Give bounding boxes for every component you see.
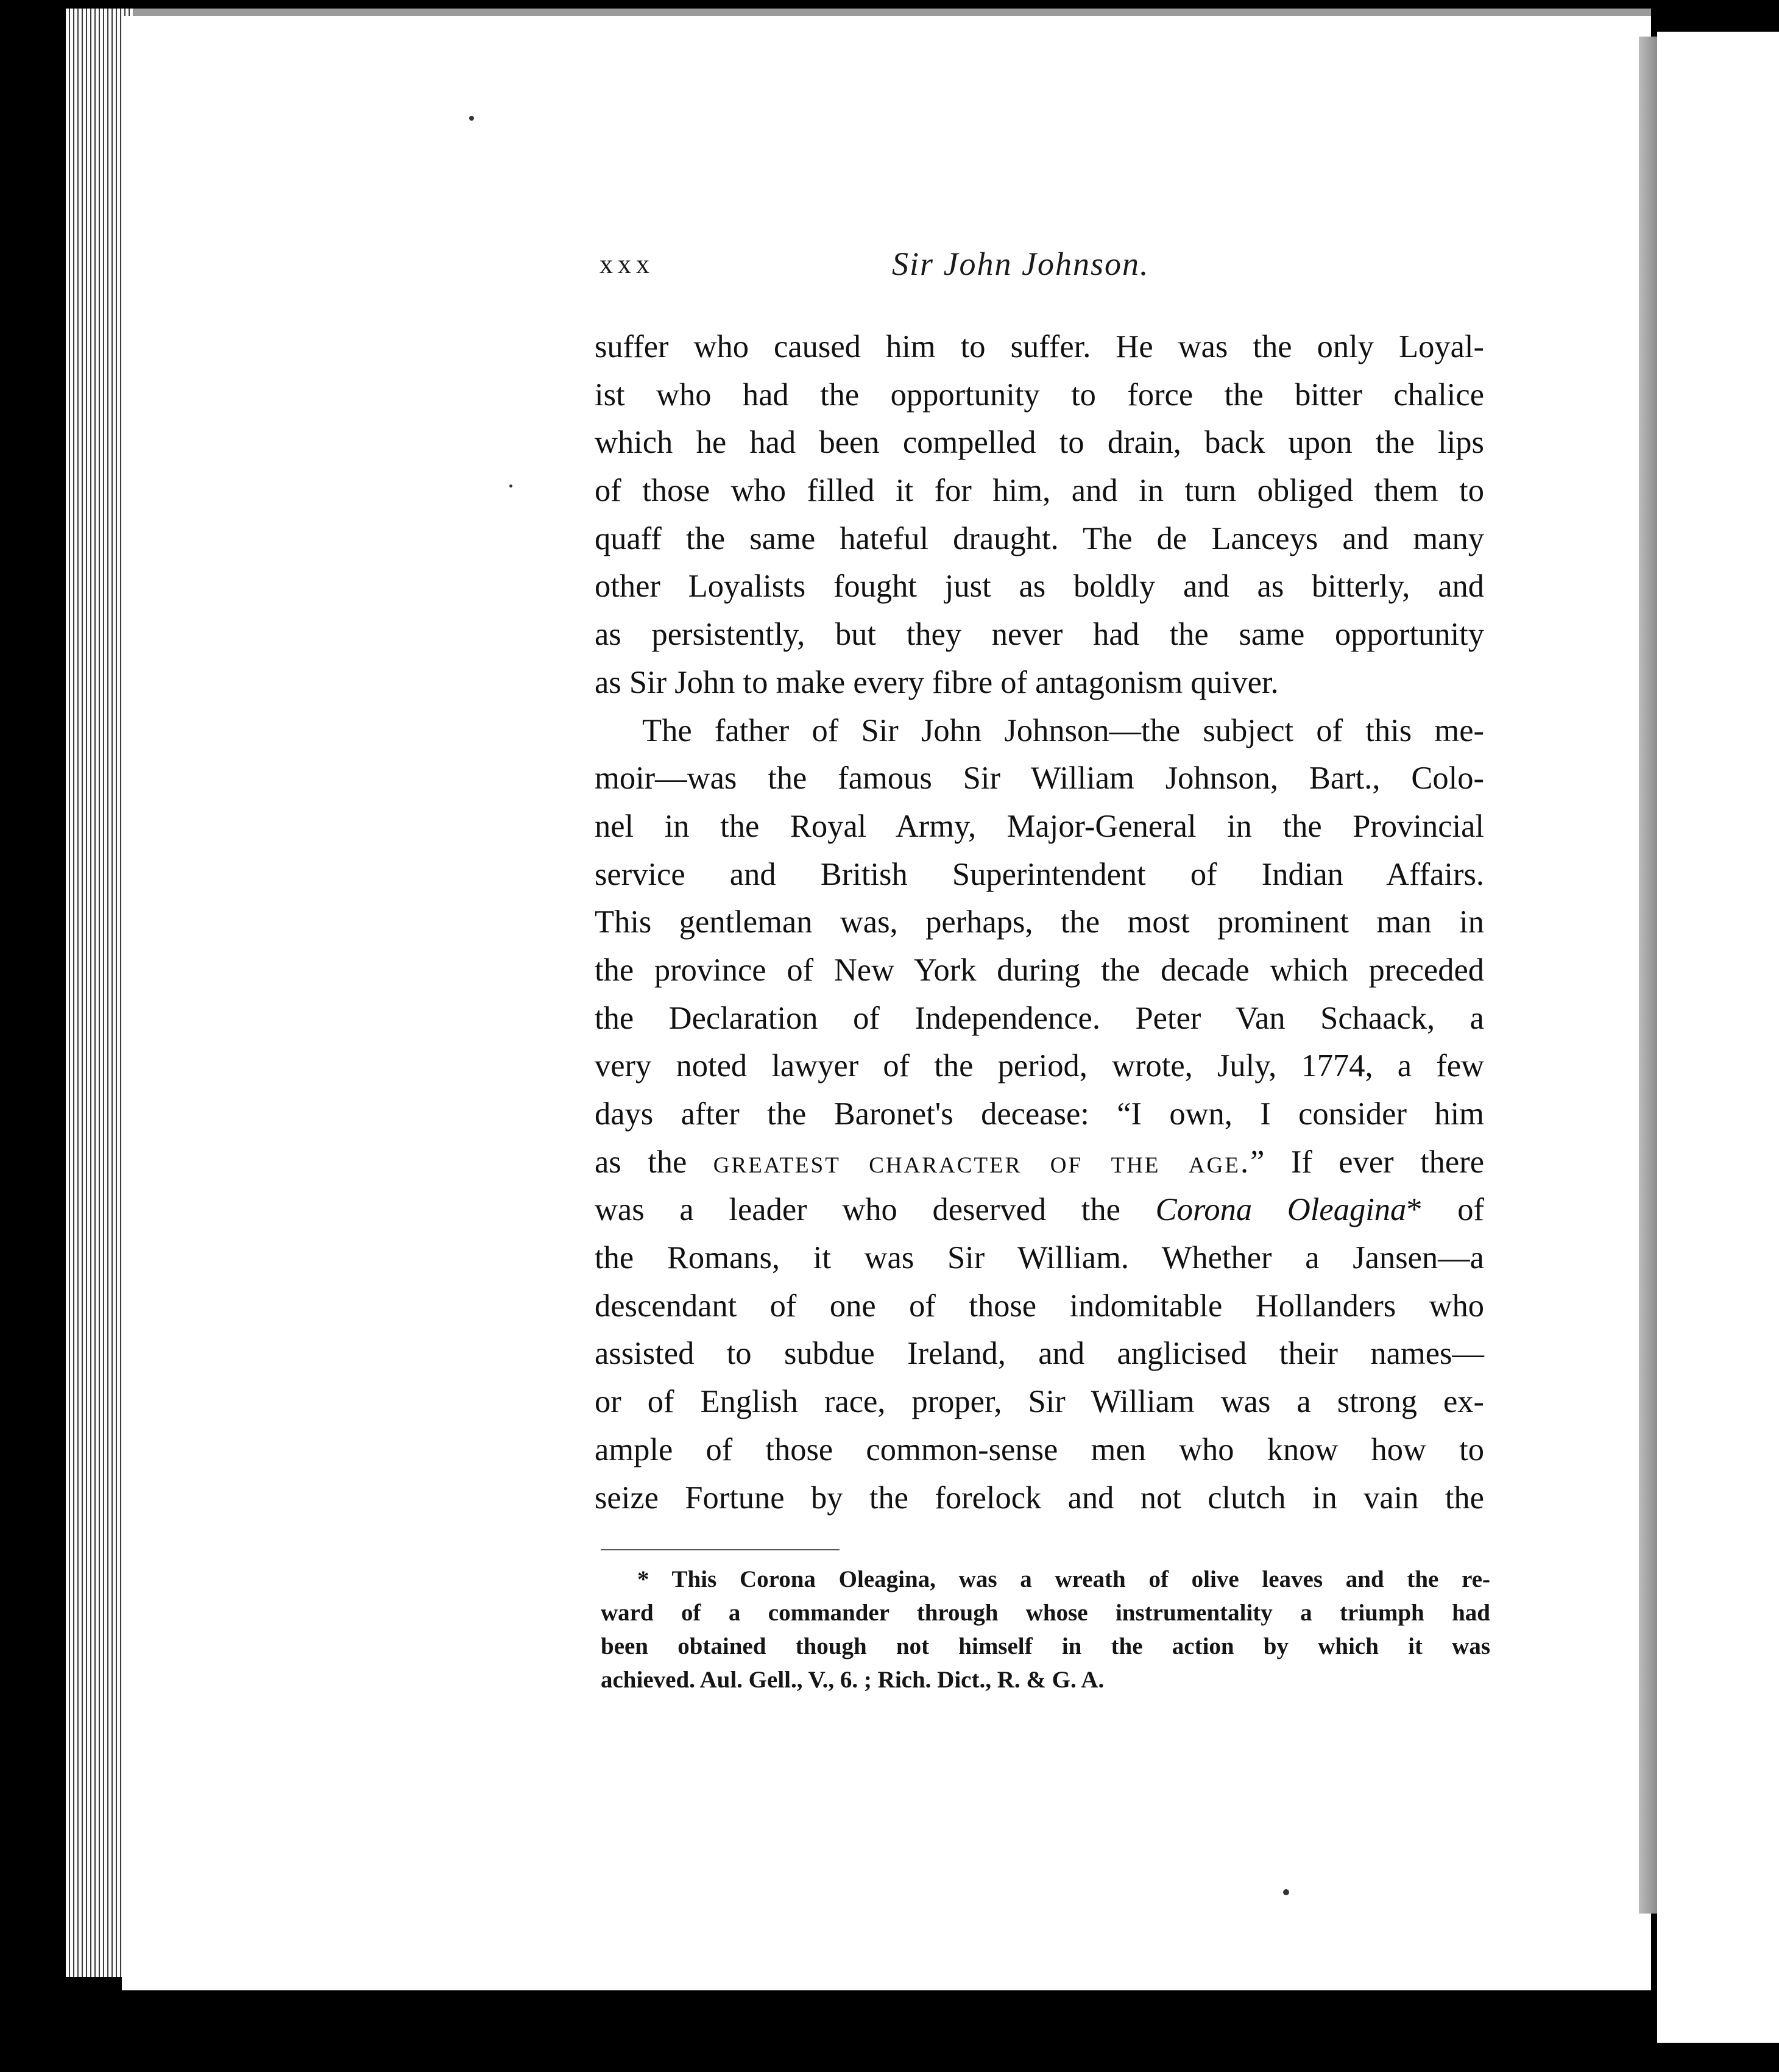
page-number: xxx (599, 249, 654, 279)
body-line: other Loyalists fought just as boldly and as bitterly, and (595, 569, 1484, 605)
running-title: Sir John Johnson. (892, 246, 1150, 282)
body-line: ample of those common-sense men who know how to (595, 1432, 1484, 1467)
body-line: the Declaration of Independence. Peter Van Schaack, a (595, 1000, 1484, 1036)
footnote-line: ward of a commander through whose instrumentality a triumph had (601, 1600, 1490, 1626)
gutter-shadow (1639, 37, 1657, 1914)
page-top-edge (73, 9, 1651, 16)
body-line: as Sir John to make every fibre of antagonism quiver. (595, 664, 1279, 700)
facing-page (1657, 32, 1779, 2043)
italic-phrase: Corona Oleagina (1155, 1192, 1407, 1228)
body-line: moir—was the famous Sir William Johnson, Bart., Colo- (595, 761, 1484, 797)
footnote-line: been obtained though not himself in the action by which it was (601, 1633, 1490, 1659)
body-line: quaff the same hateful draught. The de Lanceys and many (595, 520, 1484, 556)
footnote-marker: * of (1406, 1192, 1485, 1228)
body-text (595, 323, 1484, 1522)
paragraph-start-line: The father of Sir John Johnson—the subject of this me- (642, 712, 1484, 748)
body-line: seize Fortune by the forelock and not clutch in vain the (595, 1480, 1484, 1516)
footnote-line: achieved. Aul. Gell., V., 6. ; Rich. Dict., R. & G. A. (601, 1667, 1105, 1693)
body-line: or of English race, proper, Sir William was a strong ex- (595, 1384, 1484, 1420)
text-run: ” If ever there (1250, 1144, 1485, 1180)
running-head (599, 246, 1209, 303)
body-line: This gentleman was, perhaps, the most prominent man in (595, 904, 1484, 940)
body-line-small-caps (595, 1138, 1484, 1187)
ink-speck (509, 484, 512, 488)
body-line: suffer who caused him to suffer. He was the only Loyal- (595, 329, 1484, 364)
footnote (601, 1563, 1490, 1697)
body-line: assisted to subdue Ireland, and anglicised their names— (595, 1336, 1484, 1372)
body-line: nel in the Royal Army, Major-General in the Provincial (595, 808, 1484, 844)
ink-speck (469, 116, 474, 121)
footnote-divider (601, 1549, 840, 1550)
text-run: was a leader who deserved the (595, 1192, 1156, 1228)
body-line: as persistently, but they never had the same opportunity (595, 617, 1484, 653)
body-line: of those who filled it for him, and in turn obliged them to (595, 473, 1484, 509)
body-line: service and British Superintendent of Indian Affairs. (595, 856, 1484, 892)
body-line: which he had been compelled to drain, back upon the lips (595, 425, 1484, 461)
body-line: descendant of one of those indomitable Hollanders who (595, 1288, 1484, 1324)
small-caps-quote: greatest character of the age. (713, 1144, 1251, 1180)
ink-speck (1283, 1889, 1289, 1895)
body-line: the province of New York during the decade which preceded (595, 952, 1484, 988)
body-line-italic (595, 1186, 1484, 1234)
body-line: the Romans, it was Sir William. Whether a Jansen—a (595, 1240, 1484, 1276)
text-run: as the (595, 1144, 713, 1180)
body-line: very noted lawyer of the period, wrote, July, 1774, a few (595, 1048, 1484, 1084)
body-line: ist who had the opportunity to force the bitter chalice (595, 377, 1484, 413)
body-line: days after the Baronet's decease: “I own, I consider him (595, 1096, 1484, 1132)
footnote-line: * This Corona Oleagina, was a wreath of olive leaves and the re- (637, 1566, 1490, 1592)
